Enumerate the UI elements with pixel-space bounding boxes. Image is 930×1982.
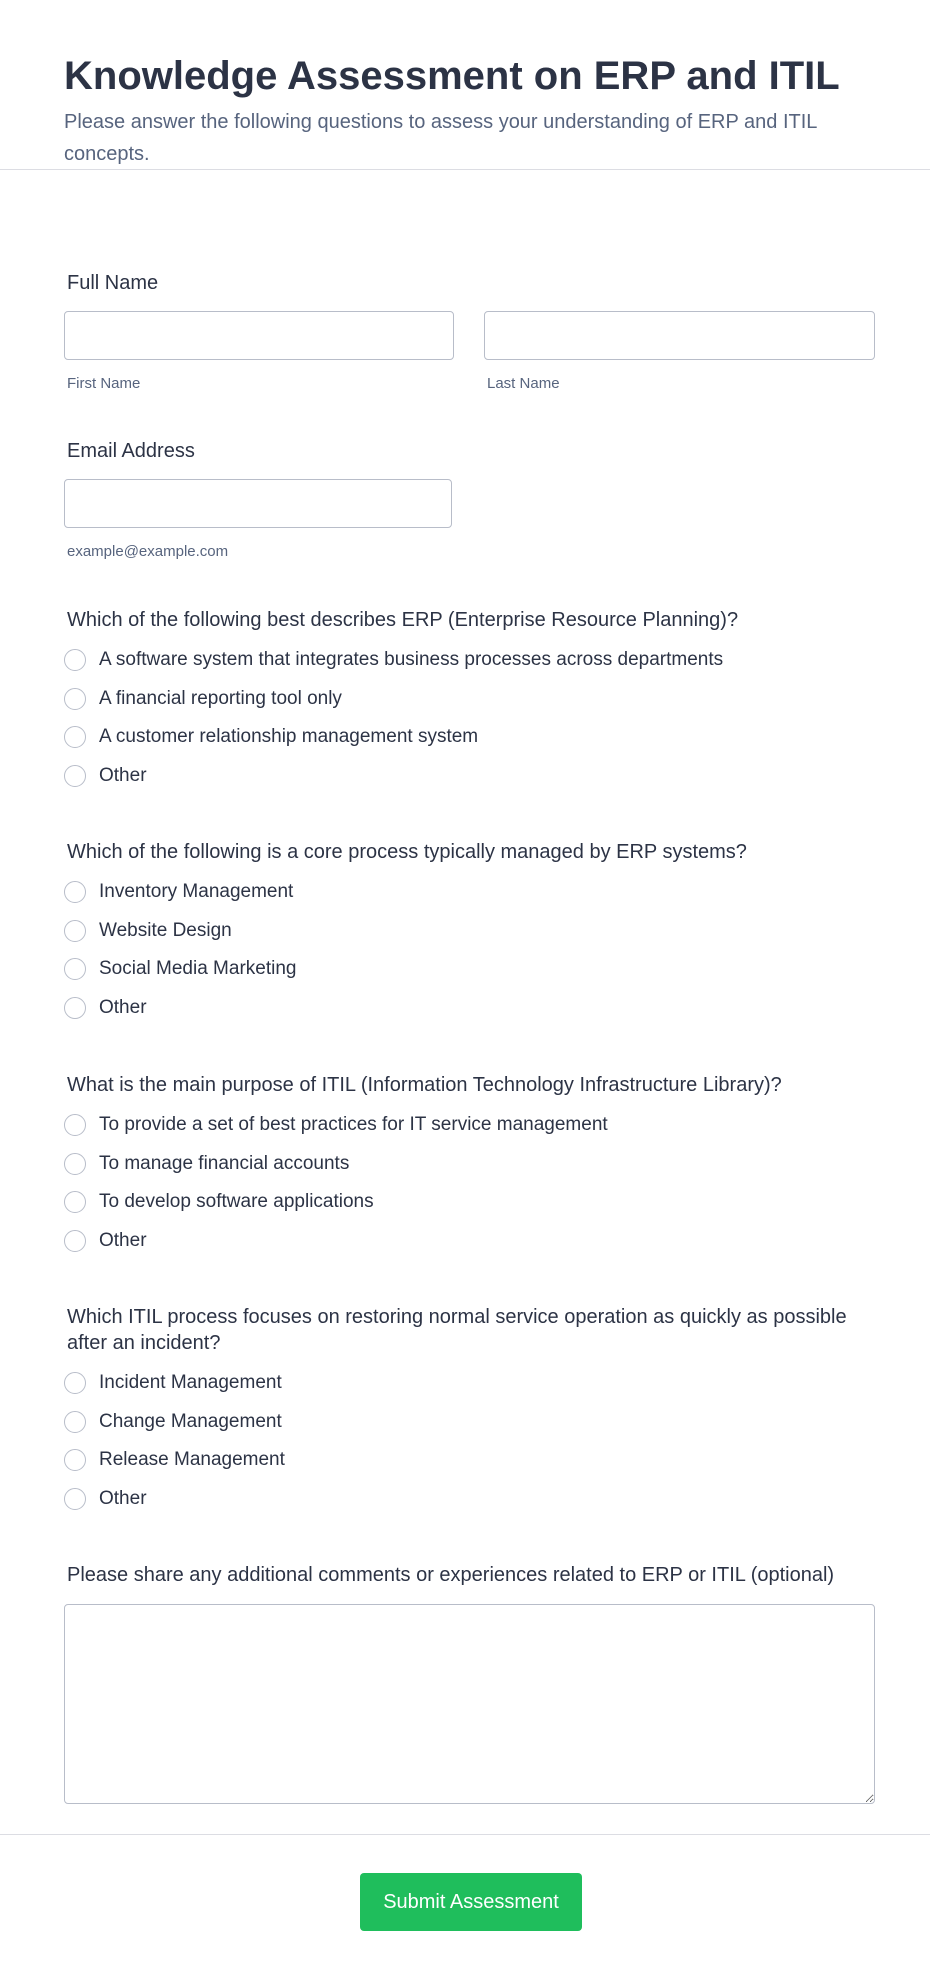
- radio-option[interactable]: [64, 1228, 867, 1254]
- radio-option[interactable]: [64, 763, 867, 789]
- question-itil-purpose: [64, 1072, 867, 1266]
- radio-button[interactable]: [64, 1230, 86, 1252]
- radio-option[interactable]: [64, 647, 867, 673]
- full-name-field: [64, 270, 875, 394]
- first-name-input[interactable]: [64, 311, 454, 360]
- radio-option-label: To provide a set of best practices for IT service management: [99, 1114, 608, 1135]
- radio-button[interactable]: [64, 1191, 86, 1213]
- radio-option[interactable]: [64, 1370, 867, 1396]
- radio-option[interactable]: [64, 995, 867, 1021]
- radio-option-label: To manage financial accounts: [99, 1152, 350, 1174]
- question-label: What is the main purpose of ITIL (Information Technology Infrastructure Library)?: [67, 1074, 782, 1096]
- radio-option-label: A financial reporting tool only: [99, 687, 342, 709]
- radio-button[interactable]: [64, 1488, 86, 1510]
- radio-option-label: Social Media Marketing: [99, 958, 297, 979]
- question-erp-definition: [64, 607, 867, 801]
- first-name-sublabel: First Name: [67, 375, 141, 392]
- radio-option-label: Other: [99, 1487, 147, 1509]
- submit-button[interactable]: Submit Assessment: [360, 1873, 582, 1931]
- radio-option[interactable]: [64, 918, 867, 944]
- email-field: [64, 438, 452, 562]
- radio-option[interactable]: [64, 1409, 867, 1435]
- radio-option-label: To develop software applications: [99, 1191, 374, 1212]
- form-header: [0, 0, 930, 170]
- email-input[interactable]: [64, 479, 452, 528]
- radio-option[interactable]: [64, 686, 867, 712]
- email-label: Email Address: [67, 440, 195, 462]
- radio-button[interactable]: [64, 649, 86, 671]
- last-name-input[interactable]: [484, 311, 875, 360]
- radio-button[interactable]: [64, 958, 86, 980]
- radio-option[interactable]: [64, 879, 867, 905]
- question-itil-incident: [64, 1304, 867, 1524]
- radio-option[interactable]: [64, 1189, 867, 1215]
- radio-option-label: Inventory Management: [99, 881, 294, 902]
- radio-button[interactable]: [64, 688, 86, 710]
- question-label: Which of the following is a core process typically managed by ERP systems?: [67, 841, 747, 863]
- radio-button[interactable]: [64, 1449, 86, 1471]
- radio-button[interactable]: [64, 765, 86, 787]
- page-title: Knowledge Assessment on ERP and ITIL: [64, 54, 840, 98]
- radio-option-label: Incident Management: [99, 1372, 282, 1393]
- radio-button[interactable]: [64, 1114, 86, 1136]
- radio-option-label: Other: [99, 1229, 147, 1251]
- comments-textarea[interactable]: [64, 1604, 875, 1804]
- full-name-label: Full Name: [67, 272, 159, 294]
- question-erp-core-process: [64, 839, 867, 1033]
- radio-option-label: A customer relationship management system: [99, 726, 479, 747]
- form-footer: [0, 1834, 930, 1982]
- radio-option[interactable]: [64, 1447, 867, 1473]
- radio-option[interactable]: [64, 724, 867, 750]
- comments-field: [64, 1562, 875, 1804]
- radio-option[interactable]: [64, 1151, 867, 1177]
- last-name-sublabel: Last Name: [487, 375, 560, 392]
- radio-button[interactable]: [64, 1411, 86, 1433]
- radio-button[interactable]: [64, 997, 86, 1019]
- radio-option-label: Change Management: [99, 1410, 282, 1432]
- question-label: Which ITIL process focuses on restoring normal service operation as quickly as possible after an incident?: [67, 1306, 847, 1354]
- radio-option[interactable]: [64, 1112, 867, 1138]
- radio-option-label: A software system that integrates business processes across departments: [99, 649, 724, 670]
- question-label: Which of the following best describes ERP (Enterprise Resource Planning)?: [67, 609, 739, 631]
- radio-option[interactable]: [64, 956, 867, 982]
- comments-label: Please share any additional comments or experiences related to ERP or ITIL (optional): [67, 1564, 835, 1586]
- radio-option-label: Other: [99, 764, 147, 786]
- radio-option-label: Release Management: [99, 1449, 285, 1470]
- radio-button[interactable]: [64, 881, 86, 903]
- radio-option-label: Website Design: [99, 919, 232, 941]
- email-sublabel: example@example.com: [67, 543, 229, 560]
- radio-option-label: Other: [99, 996, 147, 1018]
- page-subtitle: Please answer the following questions to assess your understanding of ERP and ITIL concepts.: [64, 111, 817, 165]
- radio-button[interactable]: [64, 1153, 86, 1175]
- radio-option[interactable]: [64, 1486, 867, 1512]
- radio-button[interactable]: [64, 920, 86, 942]
- radio-button[interactable]: [64, 726, 86, 748]
- radio-button[interactable]: [64, 1372, 86, 1394]
